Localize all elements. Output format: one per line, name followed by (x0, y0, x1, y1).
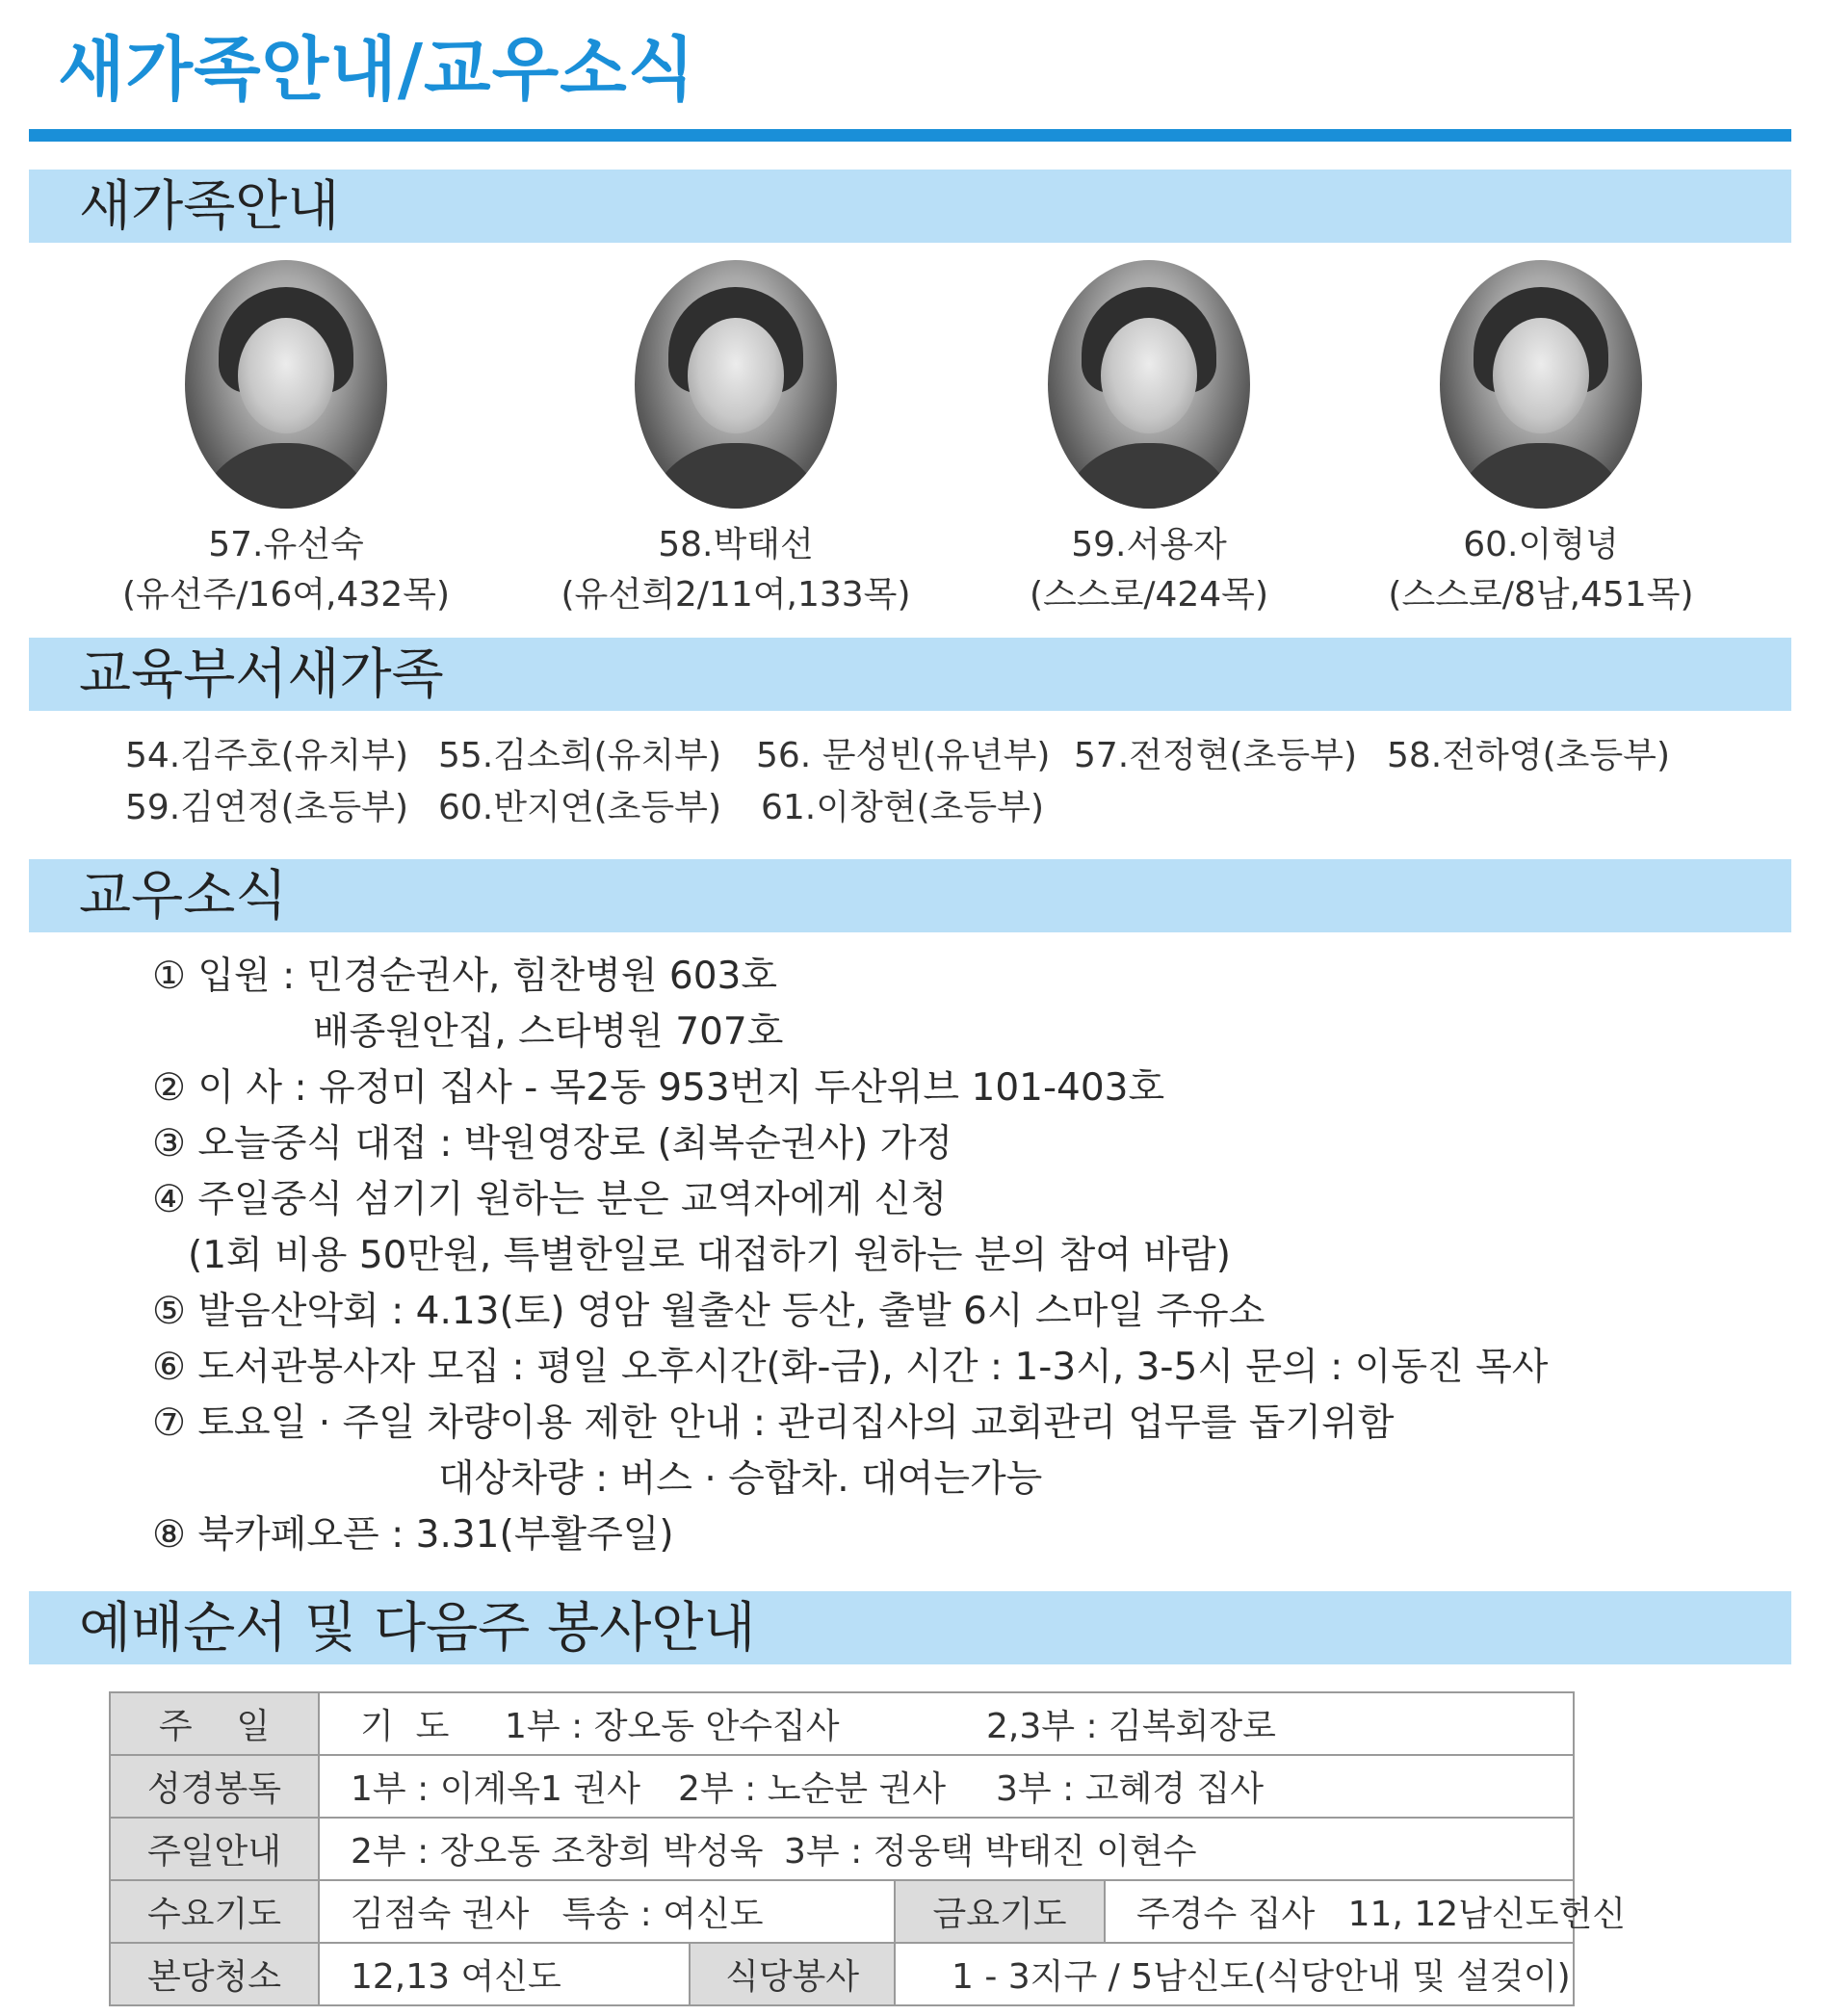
member-info: (스스로/8남,451목) (1388, 575, 1694, 615)
row-label-scripture: 성경봉독 (110, 1755, 319, 1818)
news-item: ② 이 사 : 유정미 집사 - 목2동 953번지 두산위브 101-403호 (152, 1066, 1165, 1110)
member-photo (1440, 260, 1642, 509)
section-title: 교우소식 (79, 865, 288, 928)
row-label-kitchen-service: 식당봉사 (690, 1943, 895, 2005)
new-family-member (966, 260, 1332, 620)
usher-part3: 3부 : 정웅택 박태진 이현수 (784, 1832, 1197, 1872)
news-item: ① 입원 : 민경순권사, 힘찬병원 603호 (152, 955, 778, 998)
table-row (110, 1755, 1574, 1818)
news-item: ⑧ 북카페오픈 : 3.31(부활주일) (152, 1513, 674, 1557)
row-label-sanctuary-cleaning: 본당청소 (110, 1943, 319, 2005)
news-item: ⑤ 발음산악회 : 4.13(토) 영암 월출산 등산, 출발 6시 스마일 주유소 (152, 1290, 1265, 1333)
title-rule (29, 129, 1791, 142)
section-title: 예배순서 및 다음주 봉사안내 (79, 1597, 756, 1660)
table-row (110, 1943, 1574, 2005)
news-item: ④ 주일중식 섬기기 원하는 분은 교역자에게 신청 (152, 1178, 948, 1221)
service-table (109, 1691, 1627, 2006)
scripture-part3: 3부 : 고혜경 집사 (996, 1769, 1265, 1809)
news-item: ⑥ 도서관봉사자 모집 : 평일 오후시간(화-금), 시간 : 1-3시, 3-5시 문의 : 이동진 목사 (152, 1346, 1549, 1389)
edu-member: 54.김주호(유치부) (125, 736, 408, 775)
scripture-cell (319, 1755, 1574, 1818)
member-info: (유선주/16여,432목) (121, 575, 451, 615)
row-label-usher: 주일안내 (110, 1818, 319, 1880)
new-family-member (553, 260, 919, 620)
usher-cell (319, 1818, 1574, 1880)
usher-part2: 2부 : 장오동 조창희 박성욱 (351, 1832, 764, 1872)
edu-member: 61.이창현(초등부) (761, 788, 1044, 827)
member-photo (635, 260, 837, 509)
new-family-member (103, 260, 469, 620)
prayer-label: 기 도 (360, 1707, 450, 1746)
member-name: 57.유선숙 (208, 525, 364, 564)
news-item-continued: 대상차량 : 버스 · 승합차. 대여는가능 (438, 1457, 1043, 1501)
edu-member: 55.김소희(유치부) (438, 736, 721, 775)
table-row (110, 1692, 1574, 1755)
section-header-church-news (29, 859, 1791, 932)
prayer-part1: 1부 : 장오동 안수집사 (505, 1707, 840, 1746)
news-item-continued: (1회 비용 50만원, 특별한일로 대접하기 원하는 분의 참여 바람) (188, 1234, 1231, 1277)
edu-member: 59.김연정(초등부) (125, 788, 408, 827)
edu-member: 60.반지연(초등부) (438, 788, 721, 827)
table-row (110, 1880, 1574, 1943)
news-item: ⑦ 토요일 · 주일 차량이용 제한 안내 : 관리집사의 교회관리 업무를 돕기위함 (152, 1401, 1395, 1445)
row-label-sunday: 주 일 (110, 1692, 319, 1755)
prayer-part23: 2,3부 : 김복회장로 (986, 1707, 1276, 1746)
section-title: 교육부서새가족 (79, 643, 444, 706)
edu-member: 58.전하영(초등부) (1387, 736, 1670, 775)
member-name: 60.이형녕 (1463, 525, 1619, 564)
section-header-edu-new-family (29, 638, 1791, 711)
member-info: (유선희2/11여,133목) (561, 575, 911, 615)
new-family-member (1358, 260, 1724, 620)
edu-member: 57.전정현(초등부) (1074, 736, 1357, 775)
section-header-worship-service (29, 1591, 1791, 1664)
member-name: 58.박태선 (658, 525, 814, 564)
friday-prayer-cell: 주경수 집사 11, 12남신도헌신 (1105, 1880, 1574, 1943)
page-title: 새가족안내/교우소식 (58, 29, 696, 110)
scripture-part2: 2부 : 노순분 권사 (678, 1769, 947, 1809)
section-title: 새가족안내 (79, 175, 340, 238)
row-label-friday-prayer: 금요기도 (895, 1880, 1105, 1943)
member-info: (스스로/424목) (1029, 575, 1269, 615)
member-photo (185, 260, 387, 509)
news-item-continued: 배종원안집, 스타병원 707호 (313, 1010, 784, 1054)
scripture-part1: 1부 : 이계옥1 권사 (351, 1769, 640, 1809)
edu-member: 56. 문성빈(유년부) (756, 736, 1051, 775)
news-item: ③ 오늘중식 대접 : 박원영장로 (최복순권사) 가정 (152, 1122, 953, 1165)
member-name: 59.서용자 (1071, 525, 1227, 564)
section-header-new-family (29, 170, 1791, 243)
row-label-wednesday-prayer: 수요기도 (110, 1880, 319, 1943)
sunday-prayer-cell (319, 1692, 1574, 1755)
table-row (110, 1818, 1574, 1880)
wednesday-prayer-cell: 김점숙 권사 특송 : 여신도 (319, 1880, 895, 1943)
member-photo (1048, 260, 1250, 509)
sanctuary-cleaning-cell: 12,13 여신도 (319, 1943, 690, 2005)
kitchen-service-cell: 1 - 3지구 / 5남신도(식당안내 및 설겆이) (895, 1943, 1574, 2005)
